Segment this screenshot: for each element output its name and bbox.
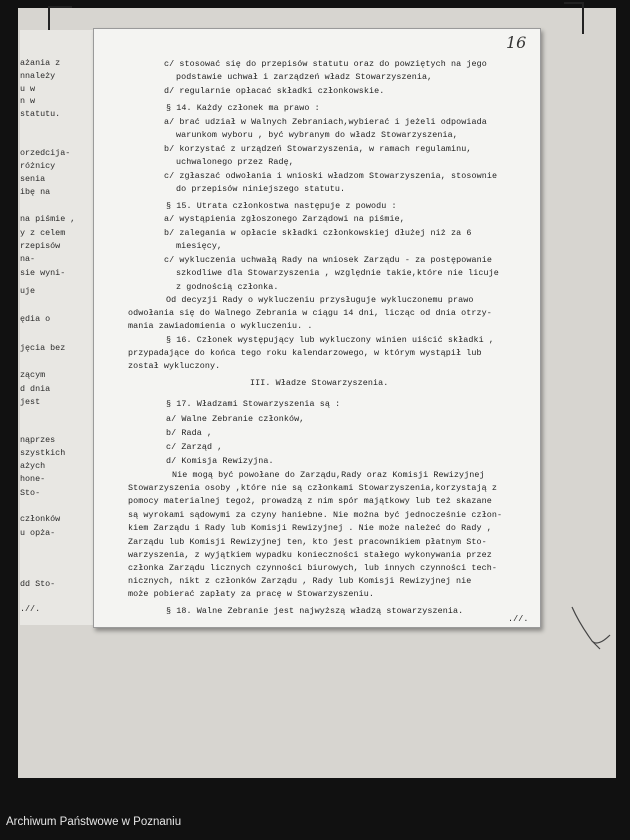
text-line: szkodliwe dla Stowarzyszenia , względnie takie,które nie licuje	[176, 268, 499, 278]
text-line: b/ korzystać z urządzeń Stowarzyszenia, w ramach regulaminu,	[164, 144, 472, 154]
margin-line: ibę na	[20, 187, 51, 197]
margin-line: dd Sto-	[20, 579, 56, 589]
text-line: b/ zalegania w opłacie składki członkowskiej dłużej niż za 6	[164, 228, 472, 238]
crop-mark-right	[564, 2, 584, 34]
margin-line: n w	[20, 96, 36, 106]
text-line: c/ Zarząd ,	[166, 442, 223, 452]
text-line: Stowarzyszenia osoby ,które nie są członkami Stowarzyszenia,korzystają z	[128, 483, 498, 493]
text-line: kiem Zarządu i Rady lub Komisji Rewizyjnej . Nie może należeć do Rady ,	[128, 523, 492, 533]
section-heading: § 14. Każdy członek ma prawo :	[166, 103, 320, 113]
section-heading: § 18. Walne Zebranie jest najwyższą władzą stowarzyszenia.	[166, 606, 464, 616]
pencil-mark-icon	[570, 605, 620, 655]
section-heading: § 16. Członek występujący lub wykluczony winien uiścić składki ,	[166, 335, 495, 345]
margin-line: .//.	[20, 604, 41, 614]
text-line: został wykluczony.	[128, 361, 221, 371]
text-line: a/ wystąpienia zgłoszonego Zarządowi na piśmie,	[164, 214, 405, 224]
margin-line: szystkich	[20, 448, 66, 458]
text-line: przypadające do końca tego roku kalendarzowego, w którym wystąpił lub	[128, 348, 482, 358]
margin-line: d dnia	[20, 384, 51, 394]
text-line: d/ regularnie opłacać składki członkowskie.	[164, 86, 385, 96]
text-line: uchwalonego przez Radę,	[176, 157, 294, 167]
document-page	[93, 28, 541, 628]
margin-line: orzedcija-	[20, 148, 71, 158]
margin-line: na-	[20, 254, 36, 264]
margin-line: senia	[20, 174, 46, 184]
continuation-mark: .//.	[508, 614, 529, 624]
text-line: są wyrokami sądowymi za czyny haniebne. Nie można być jednocześnie człon-	[128, 510, 503, 520]
text-line: z godnością członka.	[176, 282, 279, 292]
margin-line: ażania z	[20, 58, 61, 68]
text-line: Nie mogą być powołane do Zarządu,Rady oraz Komisji Rewizyjnej	[172, 470, 485, 480]
text-line: d/ Komisja Rewizyjna.	[166, 456, 274, 466]
margin-line: rzepisów	[20, 241, 61, 251]
margin-line: hone-	[20, 474, 46, 484]
margin-line: ędia o	[20, 314, 51, 324]
margin-line: Sto-	[20, 488, 41, 498]
text-line: podstawie uchwał i zarządzeń władz Stowarzyszenia,	[176, 72, 433, 82]
text-line: mania zawiadomienia o wykluczeniu. .	[128, 321, 313, 331]
margin-line: uje	[20, 286, 36, 296]
margin-line: jęcia bez	[20, 343, 66, 353]
text-line: pomocy materialnej tegoż, prowadzą z nim spór majątkowy lub też skazane	[128, 496, 492, 506]
text-line: b/ Rada ,	[166, 428, 213, 438]
text-line: c/ stosować się do przepisów statutu oraz do powziętych na jego	[164, 59, 487, 69]
text-line: odwołania się do Walnego Zebrania w ciągu 14 dni, licząc od dnia otrzy-	[128, 308, 492, 318]
text-line: warunkom wyboru , być wybranym do władz Stowarzyszenia,	[176, 130, 458, 140]
text-line: a/ Walne Zebranie członków,	[166, 414, 305, 424]
margin-line: jest	[20, 397, 41, 407]
text-line: Zarządu lub Komisji Rewizyjnej ten, kto jest pracownikiem płatnym Sto-	[128, 537, 487, 547]
margin-line: y z celem	[20, 228, 66, 238]
text-line: Od decyzji Rady o wykluczeniu przysługuje wykluczonemu prawo	[166, 295, 474, 305]
margin-line: nąprzes	[20, 435, 56, 445]
margin-line: nnależy	[20, 71, 56, 81]
text-line: c/ zgłaszać odwołania i wnioski władzom Stowarzyszenia, stosownie	[164, 171, 498, 181]
section-heading: § 17. Władzami Stowarzyszenia są :	[166, 399, 341, 409]
margin-line: na piśmie ,	[20, 214, 76, 224]
chapter-heading: III. Władze Stowarzyszenia.	[250, 378, 389, 388]
text-line: miesięcy,	[176, 241, 223, 251]
underlying-page-fragment	[20, 30, 95, 625]
margin-line: ażych	[20, 461, 46, 471]
text-line: członka Zarządu licznych czynności biurowych, lub innych czynności tech-	[128, 563, 498, 573]
margin-line: zącym	[20, 370, 46, 380]
margin-line: u w	[20, 84, 36, 94]
crop-mark-left	[48, 6, 72, 30]
margin-line: sie wyni-	[20, 268, 66, 278]
margin-line: różnicy	[20, 161, 56, 171]
margin-line: członków	[20, 514, 61, 524]
text-line: do przepisów niniejszego statutu.	[176, 184, 346, 194]
text-line: może pobierać zapłaty za pracę w Stowarzyszeniu.	[128, 589, 375, 599]
margin-line: statutu.	[20, 109, 61, 119]
section-heading: § 15. Utrata członkostwa następuje z powodu :	[166, 201, 397, 211]
text-line: warzyszenia, z wyjątkiem wypadku konieczności stałego wykonywania przez	[128, 550, 492, 560]
archive-footer: Archiwum Państwowe w Poznaniu	[6, 816, 182, 828]
text-line: nicznych, nikt z członków Zarządu , Rady lub Komisji Rewizyjnej nie	[128, 576, 472, 586]
margin-line: u opża-	[20, 528, 56, 538]
text-line: c/ wykluczenia uchwałą Rady na wniosek Zarządu - za postępowanie	[164, 255, 493, 265]
text-line: a/ brać udział w Walnych Zebraniach,wybierać i jeżeli odpowiada	[164, 117, 487, 127]
page-number: 16	[506, 33, 527, 52]
